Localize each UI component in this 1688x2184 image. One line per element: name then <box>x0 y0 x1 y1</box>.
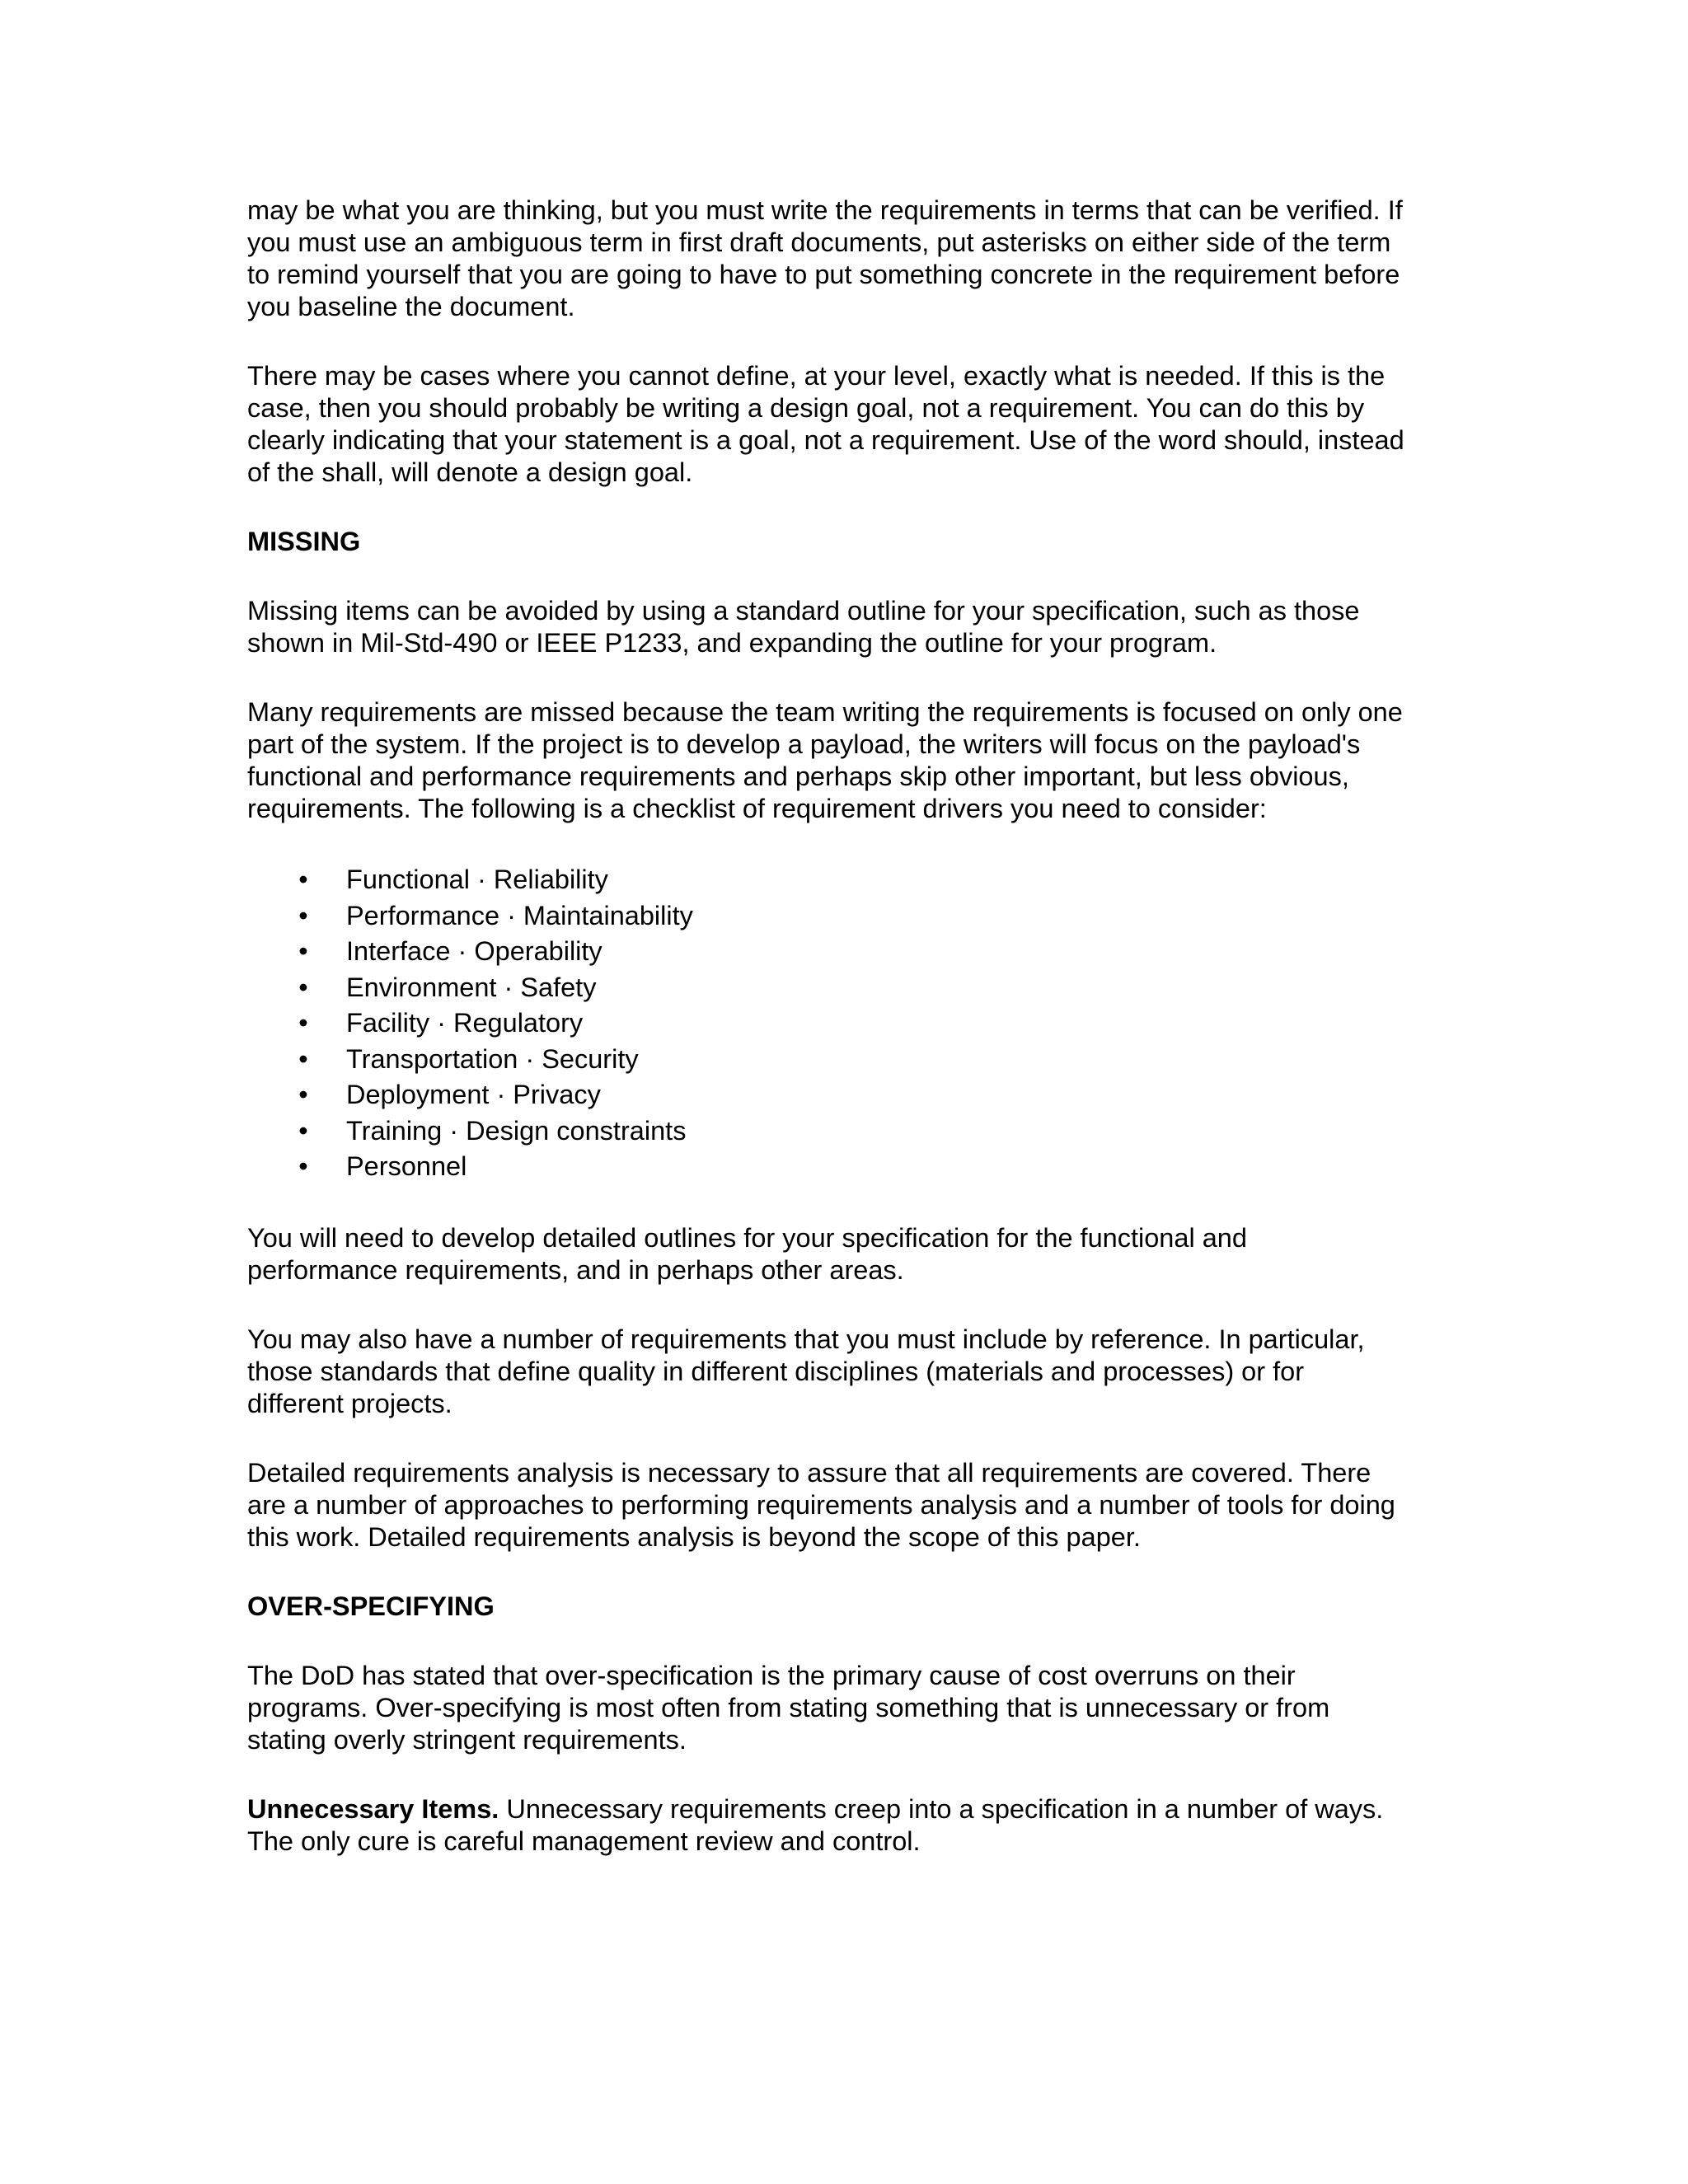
list-item <box>247 1077 1442 1113</box>
bullet-icon: • <box>298 936 308 966</box>
list-item-text: Environment · Safety <box>346 972 597 1002</box>
paragraph-design-goal: There may be cases where you cannot define, at your level, exactly what is needed. If this is the case, then you should probably be writing a design goal, not a requirement. You can do this by clearly indicating that your statement is a goal, not a requirement. Use of the word should, instead of the shall, will denote a design goal. <box>247 361 1404 487</box>
text-column <box>247 194 1442 1895</box>
list-item <box>247 970 1442 1006</box>
bullet-icon: • <box>298 1115 308 1146</box>
list-item-text: Training · Design constraints <box>346 1115 687 1146</box>
paragraph-by-reference: You may also have a number of requirements that you must include by reference. In particular, those standards that define quality in different disciplines (materials and processes) or for different projects. <box>247 1324 1365 1418</box>
bullet-icon: • <box>298 900 308 930</box>
paragraph-missing-outline: Missing items can be avoided by using a standard outline for your specification, such as those shown in Mil-Std-490 or IEEE P1233, and expanding the outline for your program. <box>247 596 1360 658</box>
requirement-drivers-checklist <box>247 862 1442 1185</box>
heading-over-specifying: OVER-SPECIFYING <box>247 1591 495 1621</box>
list-item <box>247 1005 1442 1042</box>
bullet-icon: • <box>298 972 308 1002</box>
bullet-icon: • <box>298 1008 308 1038</box>
list-item-text: Performance · Maintainability <box>346 900 693 930</box>
paragraph-missing-requirements: Many requirements are missed because the team writing the requirements is focused on only one part of the system. If the project is to develop a payload, the writers will focus on the payload's functional and performance requirements and perhaps skip other important, but less obvious, requirements. The following is a checklist of requirement drivers you need to consider: <box>247 697 1403 823</box>
bullet-icon: • <box>298 1043 308 1074</box>
list-item <box>247 1149 1442 1185</box>
bullet-icon: • <box>298 1080 308 1109</box>
list-item-text: Transportation · Security <box>346 1043 639 1074</box>
list-item-text: Interface · Operability <box>346 936 603 966</box>
paragraph-requirements-analysis: Detailed requirements analysis is necessary to assure that all requirements are covered. There are a number of approaches to performing requirements analysis and a number of tools for doing this work. Detailed requirements analysis is beyond the scope of this paper. <box>247 1457 1395 1552</box>
paragraph-intro: may be what you are thinking, but you must write the requirements in terms that can be verified. If you must use an ambiguous term in first draft documents, put asterisks on either side of the term to remind yourself that you are going to have to put something concrete in the requirement before you baseline the document. <box>247 195 1403 321</box>
bullet-icon: • <box>298 1151 308 1181</box>
list-item-text: Personnel <box>346 1151 467 1181</box>
bullet-icon: • <box>298 865 308 894</box>
list-item <box>247 1113 1442 1150</box>
paragraph-unnecessary-items <box>247 1793 1442 1858</box>
list-item <box>247 1042 1442 1078</box>
list-item-text: Deployment · Privacy <box>346 1080 601 1109</box>
unnecessary-items-lead: Unnecessary Items. <box>247 1793 499 1824</box>
list-item <box>247 898 1442 935</box>
paragraph-over-specification: The DoD has stated that over-specification is the primary cause of cost overruns on their programs. Over-specifying is most often from stating something that is unnecessary or from stating overly stringent requirements. <box>247 1660 1330 1755</box>
list-item <box>247 934 1442 970</box>
heading-missing: MISSING <box>247 527 361 556</box>
paragraph-detailed-outlines: You will need to develop detailed outlines for your specification for the functional and performance requirements, and in perhaps other areas. <box>247 1222 1247 1285</box>
list-item-text: Functional · Reliability <box>346 865 608 894</box>
list-item <box>247 862 1442 898</box>
unnecessary-items-text: Unnecessary requirements creep into a specification in a number of ways. The only cure is careful management review and control. <box>247 1793 1384 1856</box>
list-item-text: Facility · Regulatory <box>346 1008 584 1038</box>
